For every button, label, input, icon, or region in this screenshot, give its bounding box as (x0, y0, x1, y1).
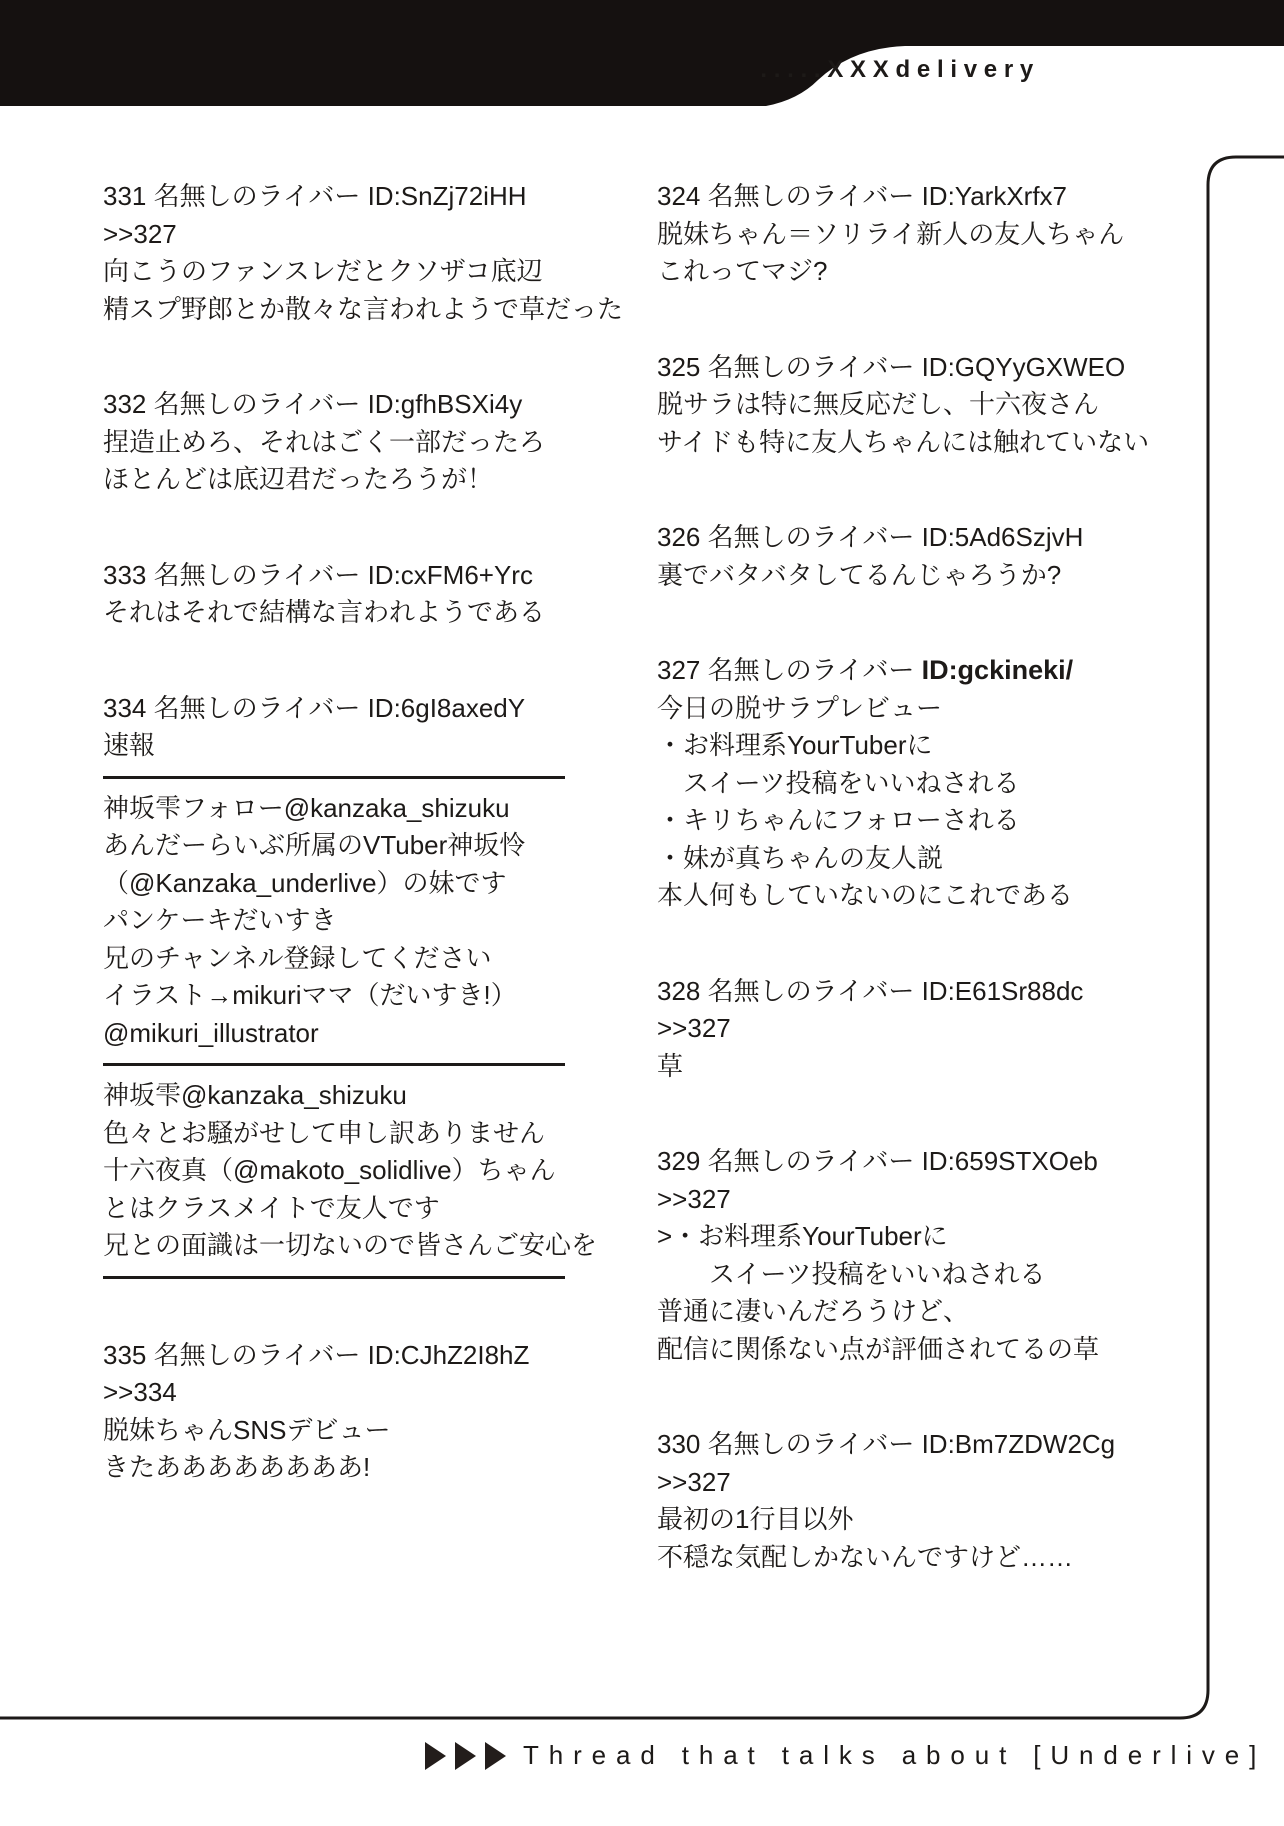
poster-name: 名無しのライバー (707, 181, 915, 211)
post-number: 332 (103, 389, 147, 419)
post-number: 326 (657, 522, 701, 552)
post-number: 330 (657, 1429, 701, 1459)
post-line: >>327 (657, 1466, 731, 1497)
post-header (103, 178, 565, 216)
post-line: 不穏な気配しかないんですけど…… (657, 1541, 1074, 1572)
post-number: 333 (103, 559, 147, 590)
poster-id: ID:6gI8axedY (367, 692, 526, 723)
post-line: 向こうのファンスレだとクソザコ底辺 (103, 256, 543, 286)
post-line: 脱サラは特に無反応だし、十六夜さん (657, 389, 1100, 419)
post-line: それはそれで結構な言われようである (103, 597, 546, 627)
post-header (103, 690, 565, 728)
poster-name: 名無しのライバー (153, 181, 361, 211)
post-331 (103, 178, 624, 328)
post-326 (657, 519, 1135, 594)
poster-id: ID:CJhZ2I8hZ (367, 1339, 530, 1370)
post-line: @mikuri_illustrator (103, 1017, 319, 1048)
post-line: 最初の1行目以外 (657, 1504, 854, 1534)
post-line: >>327 (657, 1013, 731, 1043)
poster-name: 名無しのライバー (153, 692, 361, 723)
post-line: これってマジ? (657, 256, 828, 286)
post-line: >>327 (103, 218, 177, 249)
poster-name: 名無しのライバー (707, 1146, 915, 1176)
poster-name: 名無しのライバー (707, 522, 915, 552)
poster-id: ID:SnZj72iHH (367, 181, 527, 211)
post-header (657, 652, 1135, 690)
post-line: 本人何もしていないのにこれである (657, 880, 1074, 910)
separator-line (103, 1276, 565, 1279)
play-triangle-icon (425, 1742, 446, 1770)
thread-column-right (657, 178, 1150, 1634)
post-line: ・妹が真ちゃんの友人説 (657, 842, 944, 873)
post-line: 神坂雫フォロー@kanzaka_shizuku (103, 792, 510, 823)
poster-name: 名無しのライバー (153, 389, 361, 419)
post-header (657, 349, 1135, 387)
post-line: 配信に関係ない点が評価されてるの草 (657, 1333, 1100, 1364)
post-number: 334 (103, 692, 147, 723)
post-333 (103, 557, 565, 632)
post-line: >>334 (103, 1377, 177, 1407)
post-header (103, 1337, 565, 1375)
post-line: サイドも特に友人ちゃんには触れていない (657, 426, 1150, 457)
post-line: 今日の脱サラプレビュー (657, 692, 942, 723)
post-line: >>327 (657, 1183, 731, 1214)
post-329 (657, 1143, 1135, 1368)
post-327 (657, 652, 1135, 915)
post-number: 325 (657, 351, 701, 382)
post-325 (657, 349, 1150, 462)
separator-line (103, 776, 565, 779)
play-triangle-icon (455, 1742, 476, 1770)
poster-id: ID:cxFM6+Yrc (367, 559, 533, 590)
post-line: 脱妹ちゃんSNSデビュー (103, 1414, 391, 1445)
poster-name: 名無しのライバー (707, 1429, 915, 1459)
post-header (103, 557, 565, 595)
post-line: 兄のチャンネル登録してください (103, 942, 492, 973)
post-line: >・お料理系YourTuberに (657, 1221, 948, 1251)
post-line: 神坂雫@kanzaka_shizuku (103, 1080, 407, 1110)
poster-id: ID:GQYyGXWEO (921, 351, 1126, 382)
post-number: 324 (657, 181, 701, 211)
post-line: パンケーキだいすき (103, 905, 337, 935)
post-334 (103, 690, 598, 1279)
poster-id: ID:659STXOeb (921, 1146, 1098, 1176)
post-number: 335 (103, 1339, 147, 1370)
post-335 (103, 1337, 565, 1487)
post-line: スイーツ投稿をいいねされる (657, 767, 1020, 798)
poster-name: 名無しのライバー (707, 351, 915, 382)
poster-name: 名無しのライバー (153, 1339, 361, 1370)
post-line: とはクラスメイトで友人です (103, 1192, 440, 1223)
poster-id: ID:Bm7ZDW2Cg (921, 1429, 1116, 1459)
post-line: きたああああああああ! (103, 1452, 371, 1482)
post-line: スイーツ投稿をいいねされる (657, 1258, 1046, 1289)
post-number: 327 (657, 655, 701, 685)
poster-name: 名無しのライバー (707, 655, 915, 685)
play-triangle-icon (485, 1742, 506, 1770)
post-332 (103, 386, 565, 499)
post-header (657, 1426, 1135, 1464)
post-header (657, 519, 1135, 557)
footer-title: Thread that talks about [Underlive] (523, 1740, 1267, 1770)
post-number: 328 (657, 975, 701, 1006)
poster-id: ID:gfhBSXi4y (367, 389, 523, 419)
header-band (0, 0, 1284, 110)
poster-id: ID:E61Sr88dc (921, 975, 1084, 1006)
post-line: 十六夜真（@makoto_solidlive）ちゃん (103, 1155, 556, 1185)
poster-id: ID:gckineki/ (921, 655, 1074, 685)
post-line: ほとんどは底辺君だったろうが！ (103, 464, 494, 494)
post-header (657, 178, 1135, 216)
post-line: 普通に凄いんだろうけど、 (657, 1296, 970, 1326)
brand-logo-text: .....XXXdelivery (760, 56, 1040, 83)
poster-name: 名無しのライバー (707, 975, 915, 1006)
post-330 (657, 1426, 1135, 1576)
post-line: 精スプ野郎とか散々な言われようで草だった (103, 293, 624, 324)
thread-column-left (103, 178, 624, 1545)
poster-id: ID:5Ad6SzjvH (921, 522, 1084, 552)
post-line: 速報 (103, 730, 156, 760)
post-line: 草 (657, 1050, 684, 1081)
poster-id: ID:YarkXrfx7 (921, 181, 1067, 211)
poster-name: 名無しのライバー (153, 559, 361, 590)
post-number: 329 (657, 1146, 701, 1176)
post-line: ・お料理系YourTuberに (657, 730, 933, 760)
post-line: イラスト→mikuriママ（だいすき!） (103, 980, 517, 1010)
post-324 (657, 178, 1135, 291)
post-line: ・キリちゃんにフォローされる (657, 805, 1020, 835)
separator-line (103, 1063, 565, 1066)
post-header (103, 386, 565, 424)
post-line: 脱妹ちゃん＝ソリライ新人の友人ちゃん (657, 218, 1125, 249)
post-line: （@Kanzaka_underlive）の妹です (103, 867, 507, 898)
post-line: 色々とお騒がせして申し訳ありません (103, 1117, 546, 1148)
post-number: 331 (103, 181, 147, 211)
post-header (657, 1143, 1135, 1181)
post-line: 捏造止めろ、それはごく一部だったろ (103, 426, 546, 457)
post-line: あんだーらいぶ所属のVTuber神坂怜 (103, 830, 526, 860)
header-band-shape (0, 0, 1284, 106)
footer (425, 1740, 1266, 1771)
post-line: 兄との面識は一切ないので皆さんご安心を (103, 1230, 598, 1260)
post-header (657, 973, 1135, 1011)
post-328 (657, 973, 1135, 1086)
post-line: 裏でバタバタしてるんじゃろうか? (657, 559, 1062, 590)
